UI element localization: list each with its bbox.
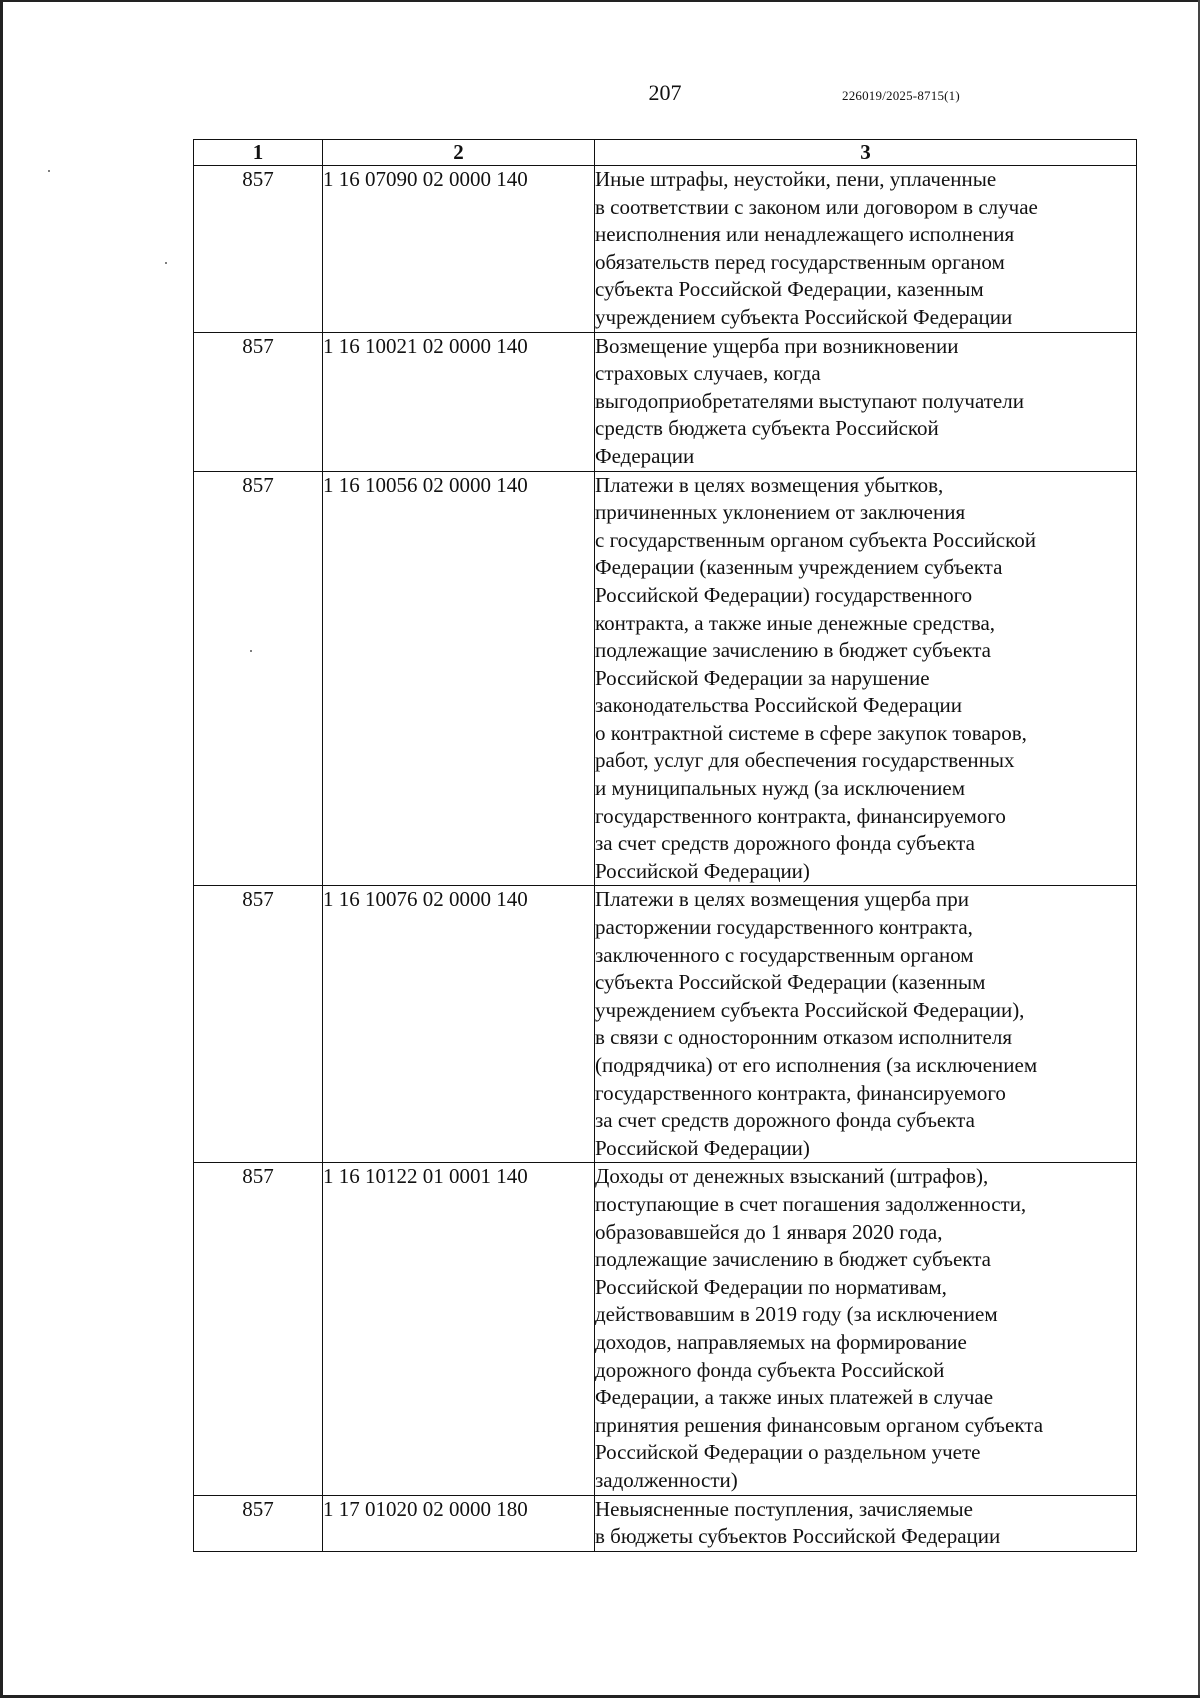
column-header-3: 3 (595, 140, 1137, 166)
table-row (194, 1163, 1137, 1495)
revenue-name-line: образовавшейся до 1 января 2020 года, (595, 1219, 943, 1244)
revenue-name-line: расторжении государственного контракта, (595, 915, 973, 940)
revenue-name-line: контракта, а также иные денежные средства, (595, 610, 996, 635)
revenue-name-line: в бюджеты субъектов Российской Федерации (595, 1524, 1001, 1549)
revenue-name-line: подлежащие зачислению в бюджет субъекта (595, 638, 991, 663)
admin-code-cell: 857 (194, 886, 323, 1163)
page-number: 207 (648, 80, 682, 105)
revenue-name-cell (595, 332, 1137, 471)
revenue-name-line: в связи с односторонним отказом исполнителя (595, 1025, 1012, 1050)
scan-speck (165, 262, 167, 264)
revenue-name-line: учреждением субъекта Российской Федерации), (595, 997, 1025, 1022)
revenue-name-cell (595, 1495, 1137, 1551)
revenue-name-line: страховых случаев, когда (595, 361, 821, 386)
revenue-name-line: заключенного с государственным органом (595, 942, 974, 967)
scan-speck (48, 170, 50, 172)
admin-code-cell: 857 (194, 1495, 323, 1551)
scan-edge-top (0, 0, 1200, 2)
table-row (194, 471, 1137, 886)
revenue-name-line: подлежащие зачислению в бюджет субъекта (595, 1247, 991, 1272)
revenue-name-line: о контрактной системе в сфере закупок товаров, (595, 720, 1027, 745)
table-row (194, 886, 1137, 1163)
admin-code-cell: 857 (194, 471, 323, 886)
revenue-name-line: государственного контракта, финансируемого (595, 803, 1006, 828)
table-row (194, 166, 1137, 333)
revenue-name-line: принятия решения финансовым органом субъекта (595, 1412, 1044, 1437)
revenue-name-line: за счет средств дорожного фонда субъекта (595, 1108, 975, 1133)
revenue-table (193, 139, 1137, 1552)
revenue-name-line: законодательства Российской Федерации (595, 693, 963, 718)
revenue-name-line: доходов, направляемых на формирование (595, 1329, 967, 1354)
revenue-name-line: субъекта Российской Федерации (казенным (595, 970, 986, 995)
table-body (194, 166, 1137, 1552)
table-header (194, 140, 1137, 166)
revenue-name-line: субъекта Российской Федерации, казенным (595, 277, 984, 302)
budget-code-cell: 1 17 01020 02 0000 180 (323, 1495, 595, 1551)
revenue-name-line: Платежи в целях возмещения убытков, (595, 472, 944, 497)
revenue-name-line: в соответствии с законом или договором в случае (595, 194, 1038, 219)
revenue-name-line: Российской Федерации по нормативам, (595, 1274, 947, 1299)
revenue-name-line: поступающие в счет погашения задолженности, (595, 1191, 1027, 1216)
revenue-name-cell (595, 886, 1137, 1163)
table-row (194, 1495, 1137, 1551)
revenue-name-line: причиненных уклонением от заключения (595, 500, 966, 525)
revenue-name-line: Иные штрафы, неустойки, пени, уплаченные (595, 167, 997, 191)
revenue-name-line: Российской Федерации) (595, 1135, 810, 1160)
table-header-row (194, 140, 1137, 166)
revenue-name-line: Невыясненные поступления, зачисляемые (595, 1496, 973, 1521)
revenue-name-line: выгодоприобретателями выступают получатели (595, 388, 1024, 413)
revenue-name-cell (595, 1163, 1137, 1495)
revenue-name-line: Платежи в целях возмещения ущерба при (595, 887, 970, 912)
budget-code-cell: 1 16 10076 02 0000 140 (323, 886, 595, 1163)
revenue-name-line: Российской Федерации) (595, 858, 810, 883)
revenue-name-line: Российской Федерации о раздельном учете (595, 1440, 981, 1465)
revenue-name-line: дорожного фонда субъекта Российской (595, 1357, 945, 1382)
revenue-name-line: с государственным органом субъекта Российской (595, 527, 1036, 552)
revenue-name-line: Федерации, а также иных платежей в случае (595, 1385, 994, 1410)
budget-code-cell: 1 16 10056 02 0000 140 (323, 471, 595, 886)
revenue-name-line: задолженности) (595, 1467, 738, 1492)
column-header-2: 2 (323, 140, 595, 166)
revenue-name-line: действовавшим в 2019 году (за исключением (595, 1302, 998, 1327)
revenue-name-line: Федерации (казенным учреждением субъекта (595, 555, 1003, 580)
scan-edge-left (0, 0, 3, 1698)
admin-code-cell: 857 (194, 1163, 323, 1495)
revenue-name-line: работ, услуг для обеспечения государственных (595, 748, 1015, 773)
revenue-name-line: и муниципальных нужд (за исключением (595, 776, 965, 801)
revenue-name-line: обязательств перед государственным органом (595, 249, 1005, 274)
revenue-name-line: Возмещение ущерба при возникновении (595, 333, 959, 358)
revenue-name-line: Доходы от денежных взысканий (штрафов), (595, 1164, 989, 1189)
budget-code-cell: 1 16 07090 02 0000 140 (323, 166, 595, 333)
revenue-name-line: государственного контракта, финансируемого (595, 1080, 1006, 1105)
admin-code-cell: 857 (194, 332, 323, 471)
budget-code-cell: 1 16 10122 01 0001 140 (323, 1163, 595, 1495)
revenue-name-line: Российской Федерации за нарушение (595, 665, 930, 690)
revenue-name-line: Федерации (595, 443, 695, 468)
revenue-name-line: средств бюджета субъекта Российской (595, 416, 939, 441)
revenue-name-cell (595, 166, 1137, 333)
revenue-name-cell (595, 471, 1137, 886)
budget-code-cell: 1 16 10021 02 0000 140 (323, 332, 595, 471)
column-header-1: 1 (194, 140, 323, 166)
table-row (194, 332, 1137, 471)
revenue-name-line: учреждением субъекта Российской Федерации (595, 304, 1013, 329)
revenue-name-line: за счет средств дорожного фонда субъекта (595, 831, 975, 856)
revenue-name-line: Российской Федерации) государственного (595, 582, 973, 607)
admin-code-cell: 857 (194, 166, 323, 333)
document-id: 226019/2025-8715(1) (842, 88, 960, 103)
revenue-name-line: (подрядчика) от его исполнения (за исключением (595, 1053, 1038, 1077)
revenue-name-line: неисполнения или ненадлежащего исполнения (595, 222, 1015, 247)
